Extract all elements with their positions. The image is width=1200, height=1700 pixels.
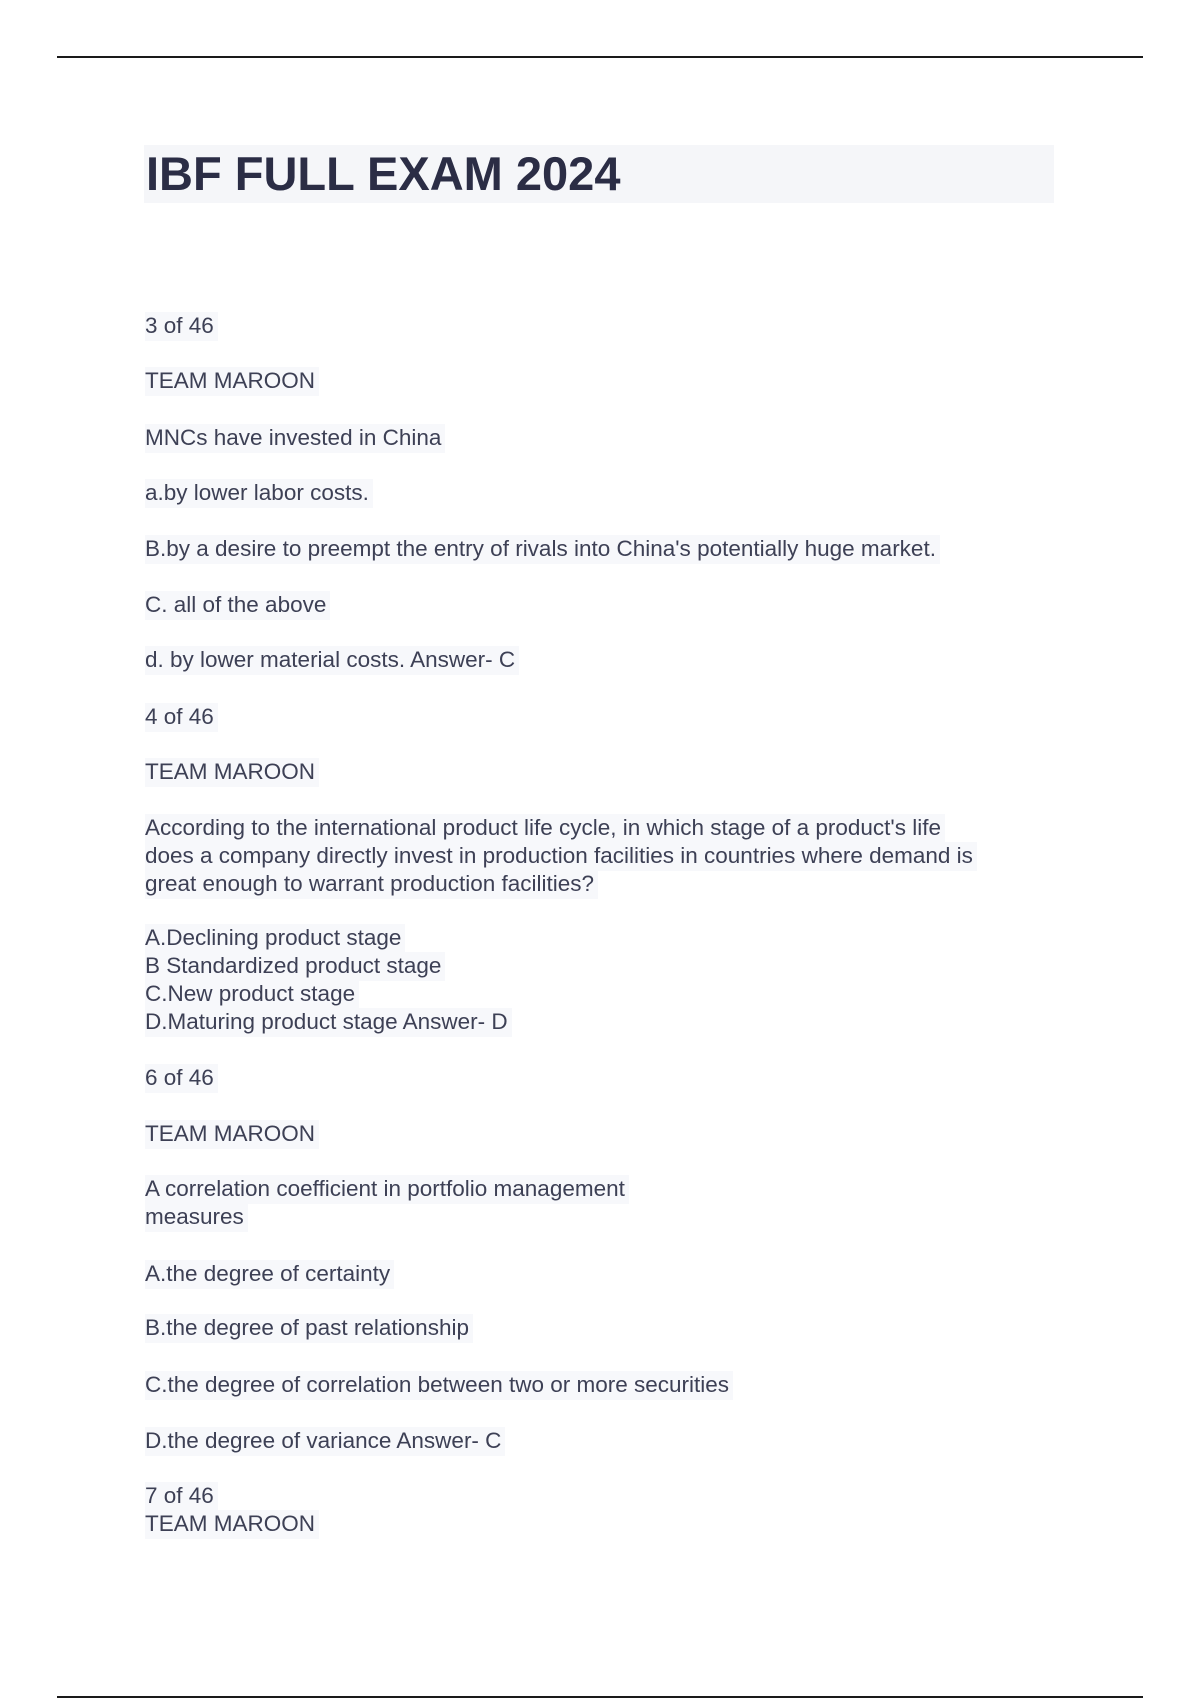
answer-option: a.by lower labor costs. xyxy=(145,479,373,508)
question-counter: 7 of 46 xyxy=(145,1482,218,1511)
question-counter: 6 of 46 xyxy=(145,1064,218,1093)
bottom-rule xyxy=(57,1696,1143,1698)
question-text: great enough to warrant production facilities? xyxy=(145,870,598,899)
answer-option: B.the degree of past relationship xyxy=(145,1314,473,1343)
question-text: According to the international product life cycle, in which stage of a product's life xyxy=(145,814,945,843)
question-text: MNCs have invested in China xyxy=(145,424,445,453)
document-title: IBF FULL EXAM 2024 xyxy=(146,147,621,200)
answer-option: D.Maturing product stage Answer- D xyxy=(145,1008,512,1037)
answer-option: C.the degree of correlation between two or more securities xyxy=(145,1371,733,1400)
answer-option: A.the degree of certainty xyxy=(145,1260,394,1289)
question-text: A correlation coefficient in portfolio management xyxy=(145,1175,629,1204)
question-text: measures xyxy=(145,1203,248,1232)
answer-option: B Standardized product stage xyxy=(145,952,445,981)
team-label: TEAM MAROON xyxy=(145,758,319,787)
question-counter: 4 of 46 xyxy=(145,703,218,732)
answer-option: B.by a desire to preempt the entry of rivals into China's potentially huge market. xyxy=(145,535,940,564)
answer-option: C. all of the above xyxy=(145,591,330,620)
answer-option: C.New product stage xyxy=(145,980,359,1009)
question-counter: 3 of 46 xyxy=(145,312,218,341)
question-text: does a company directly invest in production facilities in countries where demand is xyxy=(145,842,977,871)
team-label: TEAM MAROON xyxy=(145,367,319,396)
answer-option: A.Declining product stage xyxy=(145,924,405,953)
team-label: TEAM MAROON xyxy=(145,1120,319,1149)
top-rule xyxy=(57,56,1143,58)
answer-option: D.the degree of variance Answer- C xyxy=(145,1427,505,1456)
team-label: TEAM MAROON xyxy=(145,1510,319,1539)
answer-option: d. by lower material costs. Answer- C xyxy=(145,646,519,675)
